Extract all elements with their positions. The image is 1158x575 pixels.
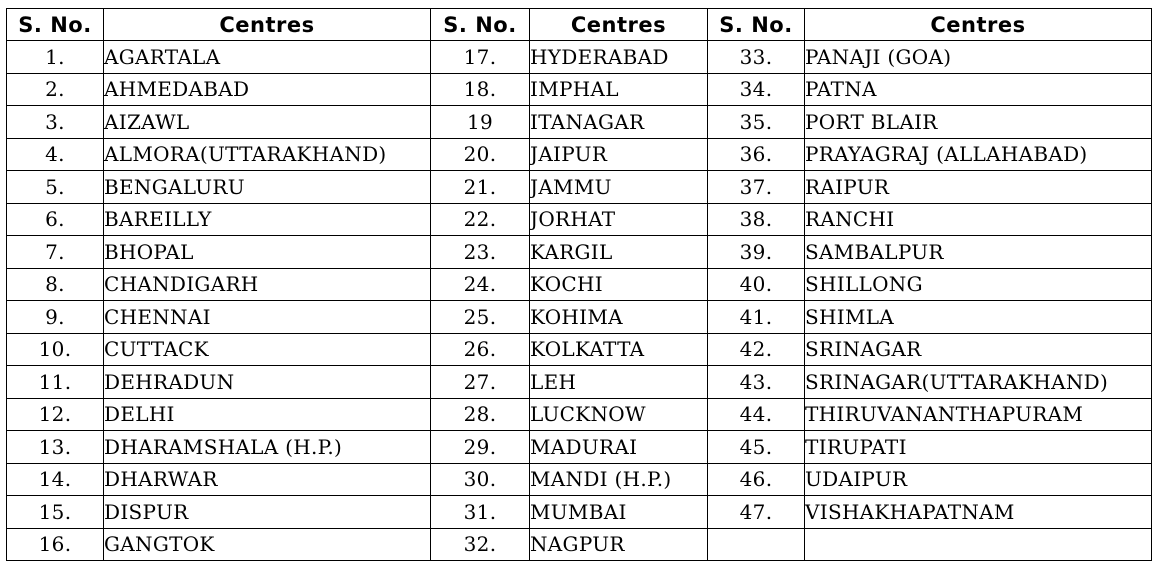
centre-name-cell: BHOPAL: [104, 236, 431, 269]
serial-number-cell: 6.: [7, 203, 104, 236]
centre-name-cell: JAIPUR: [530, 138, 708, 171]
serial-number-cell: 27.: [431, 366, 530, 399]
serial-number-cell: 22.: [431, 203, 530, 236]
table-row: [7, 333, 1152, 366]
serial-number-cell: 39.: [708, 236, 805, 269]
table-row: [7, 366, 1152, 399]
centre-name-cell: DHARAMSHALA (H.P.): [104, 431, 431, 464]
table-row: [7, 73, 1152, 106]
header-centres: Centres: [104, 9, 431, 41]
centre-name-cell: KARGIL: [530, 236, 708, 269]
serial-number-cell: 34.: [708, 73, 805, 106]
serial-number-cell: 3.: [7, 106, 104, 139]
table-row: [7, 106, 1152, 139]
serial-number-cell: 35.: [708, 106, 805, 139]
serial-number-cell: 11.: [7, 366, 104, 399]
serial-number-cell: 12.: [7, 398, 104, 431]
centre-name-cell: PORT BLAIR: [805, 106, 1152, 139]
centre-name-cell: KOHIMA: [530, 301, 708, 334]
centre-name-cell: MANDI (H.P.): [530, 463, 708, 496]
centre-name-cell: KOLKATTA: [530, 333, 708, 366]
serial-number-cell: 18.: [431, 73, 530, 106]
centre-name-cell: IMPHAL: [530, 73, 708, 106]
serial-number-cell: [708, 528, 805, 561]
centre-name-cell: ALMORA(UTTARAKHAND): [104, 138, 431, 171]
centre-name-cell: DELHI: [104, 398, 431, 431]
header-serial-number: S. No.: [708, 9, 805, 41]
centre-name-cell: SAMBALPUR: [805, 236, 1152, 269]
serial-number-cell: 14.: [7, 463, 104, 496]
serial-number-cell: 2.: [7, 73, 104, 106]
serial-number-cell: 28.: [431, 398, 530, 431]
serial-number-cell: 42.: [708, 333, 805, 366]
centre-name-cell: VISHAKHAPATNAM: [805, 496, 1152, 529]
centre-name-cell: AGARTALA: [104, 41, 431, 74]
header-row: [7, 9, 1152, 41]
serial-number-cell: 45.: [708, 431, 805, 464]
serial-number-cell: 9.: [7, 301, 104, 334]
centre-name-cell: JAMMU: [530, 171, 708, 204]
centre-name-cell: MADURAI: [530, 431, 708, 464]
centre-name-cell: PATNA: [805, 73, 1152, 106]
table-row: [7, 431, 1152, 464]
table-row: [7, 398, 1152, 431]
header-centres: Centres: [805, 9, 1152, 41]
centre-name-cell: LEH: [530, 366, 708, 399]
serial-number-cell: 5.: [7, 171, 104, 204]
table-body: [7, 41, 1152, 561]
serial-number-cell: 26.: [431, 333, 530, 366]
serial-number-cell: 29.: [431, 431, 530, 464]
table-row: [7, 463, 1152, 496]
centre-name-cell: [805, 528, 1152, 561]
table-row: [7, 171, 1152, 204]
table-row: [7, 138, 1152, 171]
serial-number-cell: 8.: [7, 268, 104, 301]
centre-name-cell: THIRUVANANTHAPURAM: [805, 398, 1152, 431]
centre-name-cell: NAGPUR: [530, 528, 708, 561]
centre-name-cell: LUCKNOW: [530, 398, 708, 431]
serial-number-cell: 24.: [431, 268, 530, 301]
centres-table: [6, 8, 1152, 561]
centre-name-cell: TIRUPATI: [805, 431, 1152, 464]
table-row: [7, 496, 1152, 529]
centre-name-cell: JORHAT: [530, 203, 708, 236]
table-row: [7, 528, 1152, 561]
serial-number-cell: 7.: [7, 236, 104, 269]
serial-number-cell: 10.: [7, 333, 104, 366]
serial-number-cell: 30.: [431, 463, 530, 496]
table-row: [7, 236, 1152, 269]
centre-name-cell: DHARWAR: [104, 463, 431, 496]
serial-number-cell: 13.: [7, 431, 104, 464]
centre-name-cell: CHANDIGARH: [104, 268, 431, 301]
centre-name-cell: CHENNAI: [104, 301, 431, 334]
serial-number-cell: 1.: [7, 41, 104, 74]
table-row: [7, 301, 1152, 334]
serial-number-cell: 25.: [431, 301, 530, 334]
serial-number-cell: 37.: [708, 171, 805, 204]
centre-name-cell: DISPUR: [104, 496, 431, 529]
centre-name-cell: MUMBAI: [530, 496, 708, 529]
centre-name-cell: PANAJI (GOA): [805, 41, 1152, 74]
serial-number-cell: 32.: [431, 528, 530, 561]
serial-number-cell: 21.: [431, 171, 530, 204]
serial-number-cell: 44.: [708, 398, 805, 431]
centre-name-cell: KOCHI: [530, 268, 708, 301]
centre-name-cell: AIZAWL: [104, 106, 431, 139]
serial-number-cell: 36.: [708, 138, 805, 171]
serial-number-cell: 19: [431, 106, 530, 139]
centre-name-cell: PRAYAGRAJ (ALLAHABAD): [805, 138, 1152, 171]
centre-name-cell: RAIPUR: [805, 171, 1152, 204]
centre-name-cell: DEHRADUN: [104, 366, 431, 399]
centre-name-cell: SHIMLA: [805, 301, 1152, 334]
header-serial-number: S. No.: [431, 9, 530, 41]
centre-name-cell: AHMEDABAD: [104, 73, 431, 106]
serial-number-cell: 40.: [708, 268, 805, 301]
serial-number-cell: 38.: [708, 203, 805, 236]
table-row: [7, 41, 1152, 74]
table-row: [7, 268, 1152, 301]
centre-name-cell: SRINAGAR(UTTARAKHAND): [805, 366, 1152, 399]
serial-number-cell: 15.: [7, 496, 104, 529]
centre-name-cell: BAREILLY: [104, 203, 431, 236]
centre-name-cell: RANCHI: [805, 203, 1152, 236]
serial-number-cell: 41.: [708, 301, 805, 334]
serial-number-cell: 20.: [431, 138, 530, 171]
centre-name-cell: SHILLONG: [805, 268, 1152, 301]
serial-number-cell: 33.: [708, 41, 805, 74]
serial-number-cell: 17.: [431, 41, 530, 74]
serial-number-cell: 16.: [7, 528, 104, 561]
header-serial-number: S. No.: [7, 9, 104, 41]
serial-number-cell: 31.: [431, 496, 530, 529]
serial-number-cell: 23.: [431, 236, 530, 269]
centre-name-cell: CUTTACK: [104, 333, 431, 366]
serial-number-cell: 47.: [708, 496, 805, 529]
header-centres: Centres: [530, 9, 708, 41]
serial-number-cell: 4.: [7, 138, 104, 171]
centre-name-cell: ITANAGAR: [530, 106, 708, 139]
centre-name-cell: SRINAGAR: [805, 333, 1152, 366]
centre-name-cell: UDAIPUR: [805, 463, 1152, 496]
centre-name-cell: GANGTOK: [104, 528, 431, 561]
serial-number-cell: 46.: [708, 463, 805, 496]
centre-name-cell: HYDERABAD: [530, 41, 708, 74]
table-row: [7, 203, 1152, 236]
serial-number-cell: 43.: [708, 366, 805, 399]
centre-name-cell: BENGALURU: [104, 171, 431, 204]
